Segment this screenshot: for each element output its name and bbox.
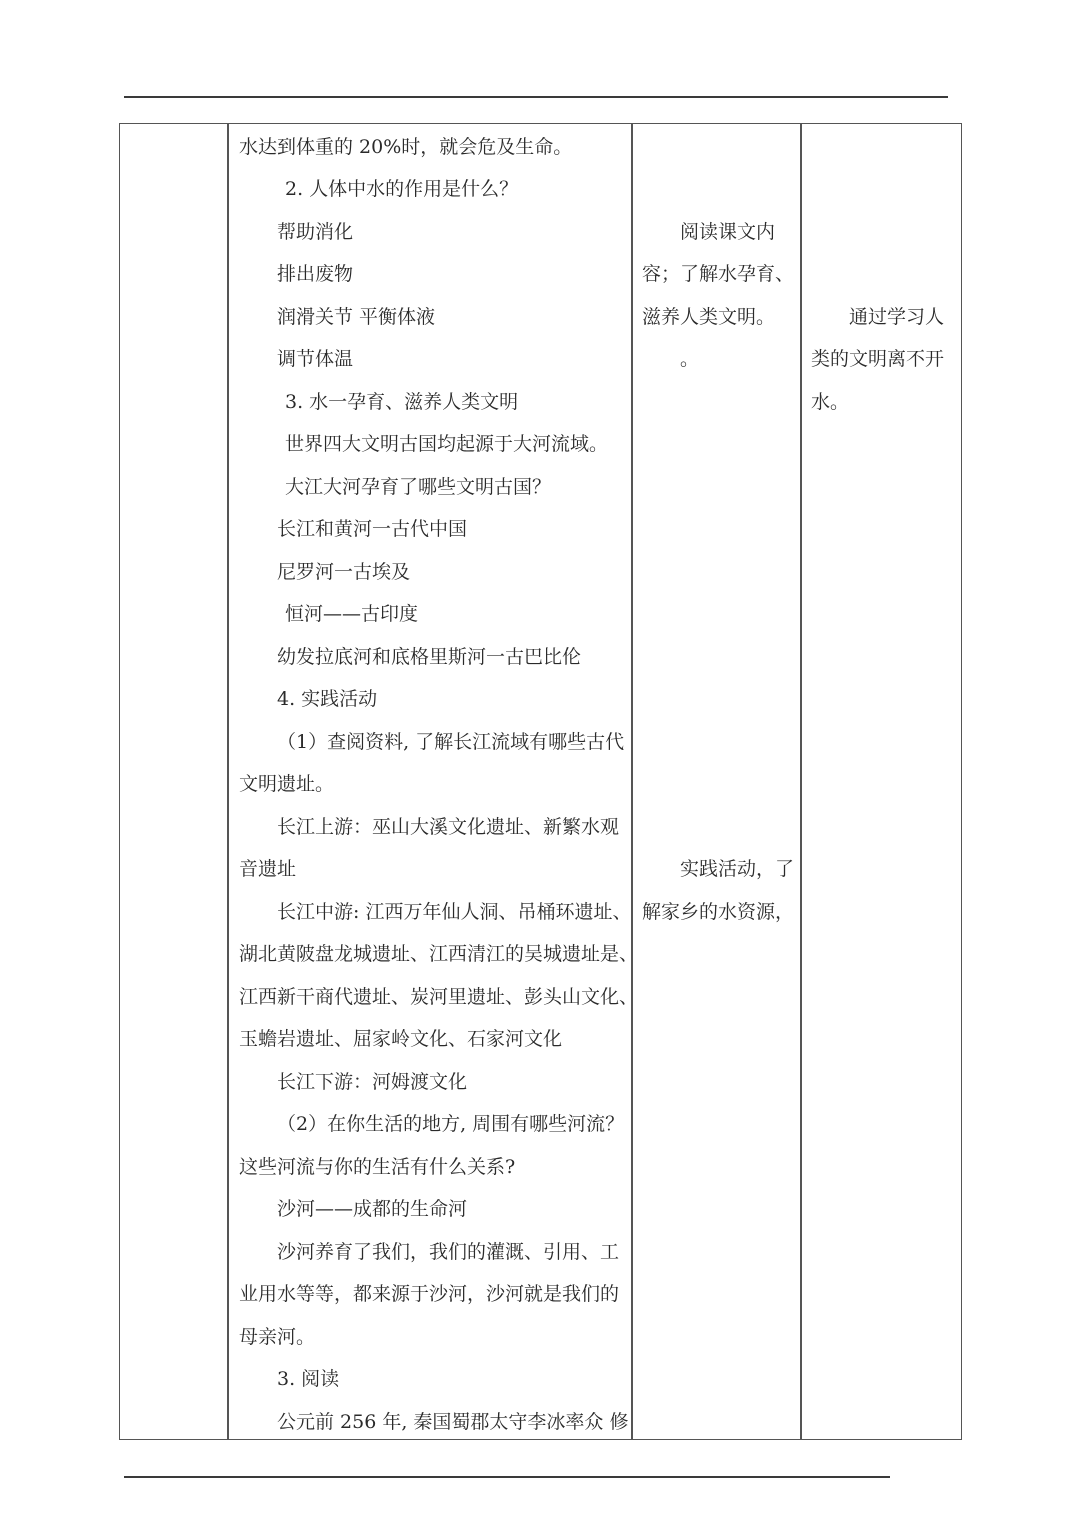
content-line: 幼发拉底河和底格里斯河一古巴比伦 [277,646,582,668]
content-line: 恒河——古印度 [285,603,419,625]
content-line: 3. 阅读 [277,1368,340,1390]
content-line: 沙河养育了我们，我们的灌溉、引用、工 [277,1241,620,1263]
content-line: 水达到体重的 20%时，就会危及生命。 [239,136,573,158]
content-line: 业用水等等，都来源于沙河，沙河就是我们的 [239,1283,620,1305]
column-divider [227,124,229,1439]
content-line: 排出废物 [277,263,354,285]
content-line: 公元前 256 年, 秦国蜀郡太守李冰率众 修 [277,1411,629,1433]
lesson-table [119,123,962,1440]
content-line: 长江和黄河一古代中国 [277,518,468,540]
intent-line: 类的文明离不开 [811,348,945,370]
intent-line: 通过学习人 [849,306,945,328]
content-line: （2）在你生活的地方, 周围有哪些河流？ [277,1113,625,1135]
content-line: 调节体温 [277,348,354,370]
activity-line: 。 [680,348,700,370]
content-line: 世界四大文明古国均起源于大河流域。 [285,433,609,455]
content-line: 帮助消化 [277,221,354,243]
content-line: 玉蟾岩遗址、屈家岭文化、石家河文化 [239,1028,563,1050]
content-line: （1）查阅资料, 了解长江流域有哪些古代 [277,731,625,753]
content-line: 尼罗河一古埃及 [277,561,411,583]
content-line: 长江下游：河姆渡文化 [277,1071,468,1093]
content-line: 长江上游：巫山大溪文化遗址、新繁水观 [277,816,620,838]
content-line: 长江中游: 江西万年仙人洞、吊桶环遗址、 [277,901,632,923]
activity-line: 阅读课文内 [680,221,776,243]
content-line: 音遗址 [239,858,297,880]
activity-line: 容；了解水孕育、 [642,263,795,285]
content-line: 湖北黄陂盘龙城遗址、江西清江的吴城遗址是、 [239,943,639,965]
activity-line: 实践活动，了 [680,858,795,880]
content-line: 润滑关节 平衡体液 [277,306,436,328]
column-divider [800,124,802,1439]
header-rule [124,96,948,98]
column-divider [631,124,633,1439]
footer-rule [124,1476,890,1478]
content-line: 2. 人体中水的作用是什么？ [285,178,519,200]
content-line: 大江大河孕育了哪些文明古国？ [285,476,552,498]
content-line: 江西新干商代遗址、炭河里遗址、彭头山文化、 [239,986,639,1008]
activity-line: 解家乡的水资源， [642,901,795,923]
content-line: 文明遗址。 [239,773,335,795]
content-line: 3. 水一孕育、滋养人类文明 [285,391,519,413]
content-line: 这些河流与你的生活有什么关系? [239,1156,516,1178]
content-line: 沙河——成都的生命河 [277,1198,468,1220]
activity-line: 滋养人类文明。 [642,306,776,328]
content-line: 4. 实践活动 [277,688,378,710]
content-line: 母亲河。 [239,1326,316,1348]
intent-line: 水。 [811,391,850,413]
